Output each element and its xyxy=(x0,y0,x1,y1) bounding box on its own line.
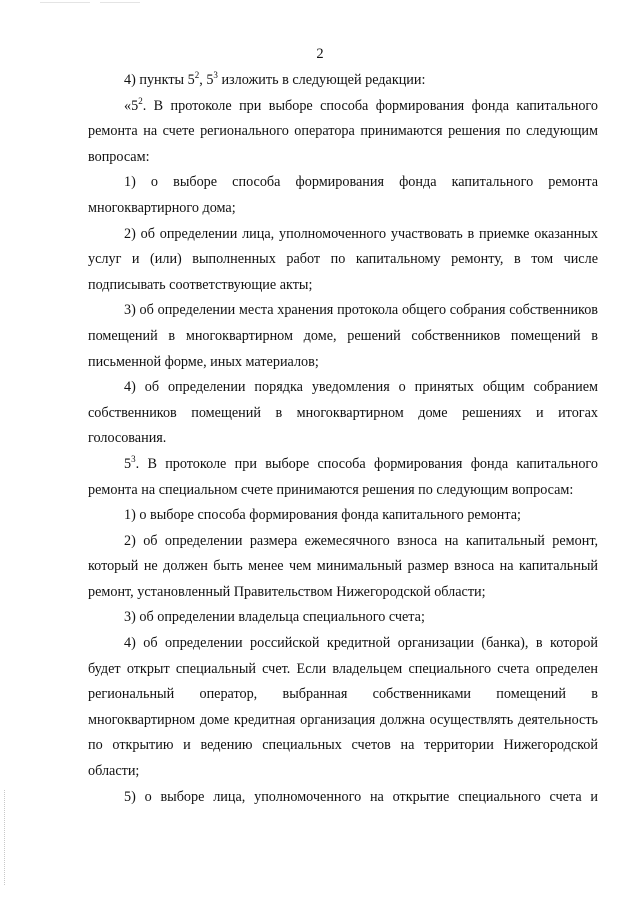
section-5-2-item-2: 2) об определении лица, уполномоченного участвовать в приемке оказанных услуг и (или) выполненных работ по капитальному ремонту, в том числе подписывать соответствующие акты; xyxy=(88,225,598,293)
page-number: 2 xyxy=(316,46,324,62)
section-5-2-item-4: 4) об определении порядка уведомления о принятых общим собранием собственников помещений в многоквартирном доме решениях и итогах голосования. xyxy=(88,379,598,447)
section-5-2-item-3: 3) об определении места хранения протокола общего собрания собственников помещений в многоквартирном доме, решений собственников помещений в письменной форме, иных материалов; xyxy=(88,302,598,370)
section-5-2-item-1: 1) о выборе способа формирования фонда капитального ремонта многоквартирного дома; xyxy=(88,174,598,216)
intro-paragraph: 4) пункты $5^2$, $5^3$ изложить в следующей редакции: xyxy=(124,70,426,88)
section-5-3-item-1: 1) о выборе способа формирования фонда капитального ремонта; xyxy=(124,507,521,524)
scan-edge-artifact xyxy=(4,790,6,885)
section-5-3-item-3: 3) об определении владельца специального счета; xyxy=(124,609,425,626)
section-5-3-item-5: 5) о выборе лица, уполномоченного на открытие специального счета и xyxy=(124,788,598,805)
scan-artifact xyxy=(40,2,90,3)
section-5-3-item-2: 2) об определении размера ежемесячного взноса на капитальный ремонт, который не должен быть менее чем минимальный размер взноса на капитальный ремонт, установленный Правительством Нижегородской области; xyxy=(88,532,598,600)
scan-artifact xyxy=(100,2,140,3)
section-5-3-item-4: 4) об определении российской кредитной организации (банка), в которой будет открыт специальный счет. Если владельцем специального счета определен региональный оператор, выбранная собственниками помещений в многоквартирном доме кредитная организация должна осуществлять деятельность по открытию и ведению специальных счетов на территории Нижегородской области; xyxy=(88,635,598,780)
section-5-3-paragraph: $5^3$. В протоколе при выборе способа формирования фонда капитального ремонта на специальном счете принимаются решения по следующим вопросам: xyxy=(88,453,598,498)
document-body xyxy=(88,68,598,810)
section-5-2-paragraph: «$5^2$. В протоколе при выборе способа формирования фонда капитального ремонта на счете регионального оператора принимаются решения по следующим вопросам: xyxy=(88,95,598,165)
